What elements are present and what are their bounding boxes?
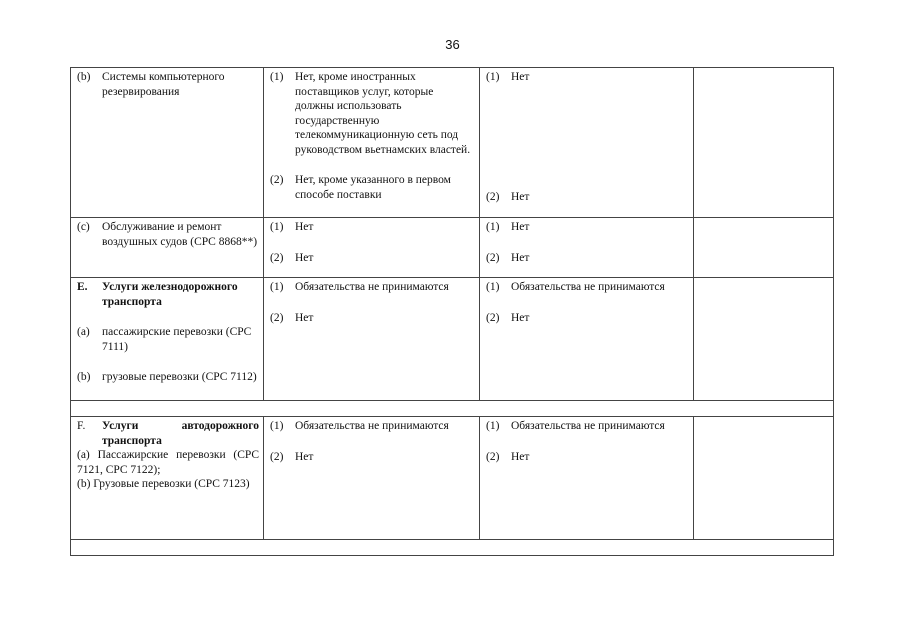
mode-number: (2) — [486, 311, 500, 324]
mode-text: Обязательства не принимаются — [511, 420, 665, 432]
mode-text: Нет — [511, 190, 530, 203]
table-row — [71, 417, 834, 540]
mode-number: (2) — [270, 450, 284, 463]
mode-text: Нет — [511, 71, 530, 83]
commitments-table — [70, 67, 834, 556]
mode-text: Нет — [511, 311, 530, 324]
mode-text: Нет, кроме указанного в первом способе поставки — [295, 174, 451, 201]
sector-cell — [71, 278, 264, 401]
section-label: F. — [77, 420, 86, 432]
section-title: Услуги автодорожного транспорта — [102, 420, 259, 447]
market-access-cell — [264, 278, 480, 401]
mode-number: (2) — [270, 174, 284, 186]
page-number: 36 — [445, 37, 460, 52]
sector-text: Обслуживание и ремонт воздушных судов (CPC 8868**) — [102, 221, 258, 248]
item-label: (b) — [77, 371, 91, 383]
mode-text: Обязательства не принимаются — [295, 420, 449, 432]
sector-cell — [71, 417, 264, 540]
national-treatment-cell — [480, 278, 694, 401]
mode-number: (1) — [270, 71, 284, 83]
sector-cell — [71, 218, 264, 278]
spacer-row — [71, 401, 834, 417]
item-label: (c) — [77, 221, 90, 233]
mode-text: Нет — [511, 450, 530, 463]
mode-text: Нет — [295, 450, 314, 463]
mode-text: Нет — [511, 251, 530, 264]
spacer-row — [71, 540, 834, 556]
national-treatment-cell — [480, 417, 694, 540]
mode-number: (2) — [486, 450, 500, 463]
sector-text: Грузовые перевозки (CPC 7123) — [93, 478, 250, 490]
additional-commitments-cell — [694, 278, 834, 401]
mode-number: (1) — [486, 221, 500, 233]
mode-text: Обязательства не принимаются — [295, 281, 449, 293]
item-label: (a) — [77, 326, 90, 338]
mode-text: Нет — [295, 221, 314, 233]
additional-commitments-cell — [694, 68, 834, 218]
table-row — [71, 218, 834, 278]
mode-number: (1) — [486, 281, 500, 293]
mode-text: Нет — [295, 251, 314, 264]
table-row — [71, 278, 834, 401]
item-label: (b) — [77, 71, 91, 83]
mode-text: Нет — [511, 221, 530, 233]
additional-commitments-cell — [694, 417, 834, 540]
mode-number: (2) — [270, 251, 284, 264]
national-treatment-cell — [480, 68, 694, 218]
mode-number: (1) — [486, 420, 500, 432]
mode-number: (1) — [270, 420, 284, 432]
section-label: E. — [77, 281, 88, 293]
mode-text: Нет — [295, 311, 314, 324]
sector-text: Пассажирские перевозки (CPC 7121, CPC 7122); — [77, 449, 260, 476]
mode-number: (2) — [270, 311, 284, 324]
section-title: Услуги железнодорожного транспорта — [102, 281, 238, 308]
sector-cell — [71, 68, 264, 218]
spacer-cell — [71, 401, 834, 417]
market-access-cell — [264, 417, 480, 540]
item-label: (b) — [77, 478, 91, 490]
market-access-cell — [264, 218, 480, 278]
item-label: (a) — [77, 449, 90, 461]
mode-number: (1) — [270, 221, 284, 233]
sector-text: пассажирские перевозки (CPC 7111) — [102, 326, 252, 353]
table-row — [71, 68, 834, 218]
mode-number: (2) — [486, 190, 500, 203]
mode-text: Обязательства не принимаются — [511, 281, 665, 293]
sector-text: грузовые перевозки (CPC 7112) — [102, 371, 257, 383]
additional-commitments-cell — [694, 218, 834, 278]
sector-text: Системы компьютерного резервирования — [102, 71, 225, 98]
mode-number: (2) — [486, 251, 500, 264]
market-access-cell — [264, 68, 480, 218]
national-treatment-cell — [480, 218, 694, 278]
mode-number: (1) — [270, 281, 284, 293]
mode-number: (1) — [486, 71, 500, 83]
spacer-cell — [71, 540, 834, 556]
mode-text: Нет, кроме иностранных поставщиков услуг, которые должны использовать государственную телекоммуникационную сеть под руководством вьетнамских властей. — [295, 71, 471, 156]
